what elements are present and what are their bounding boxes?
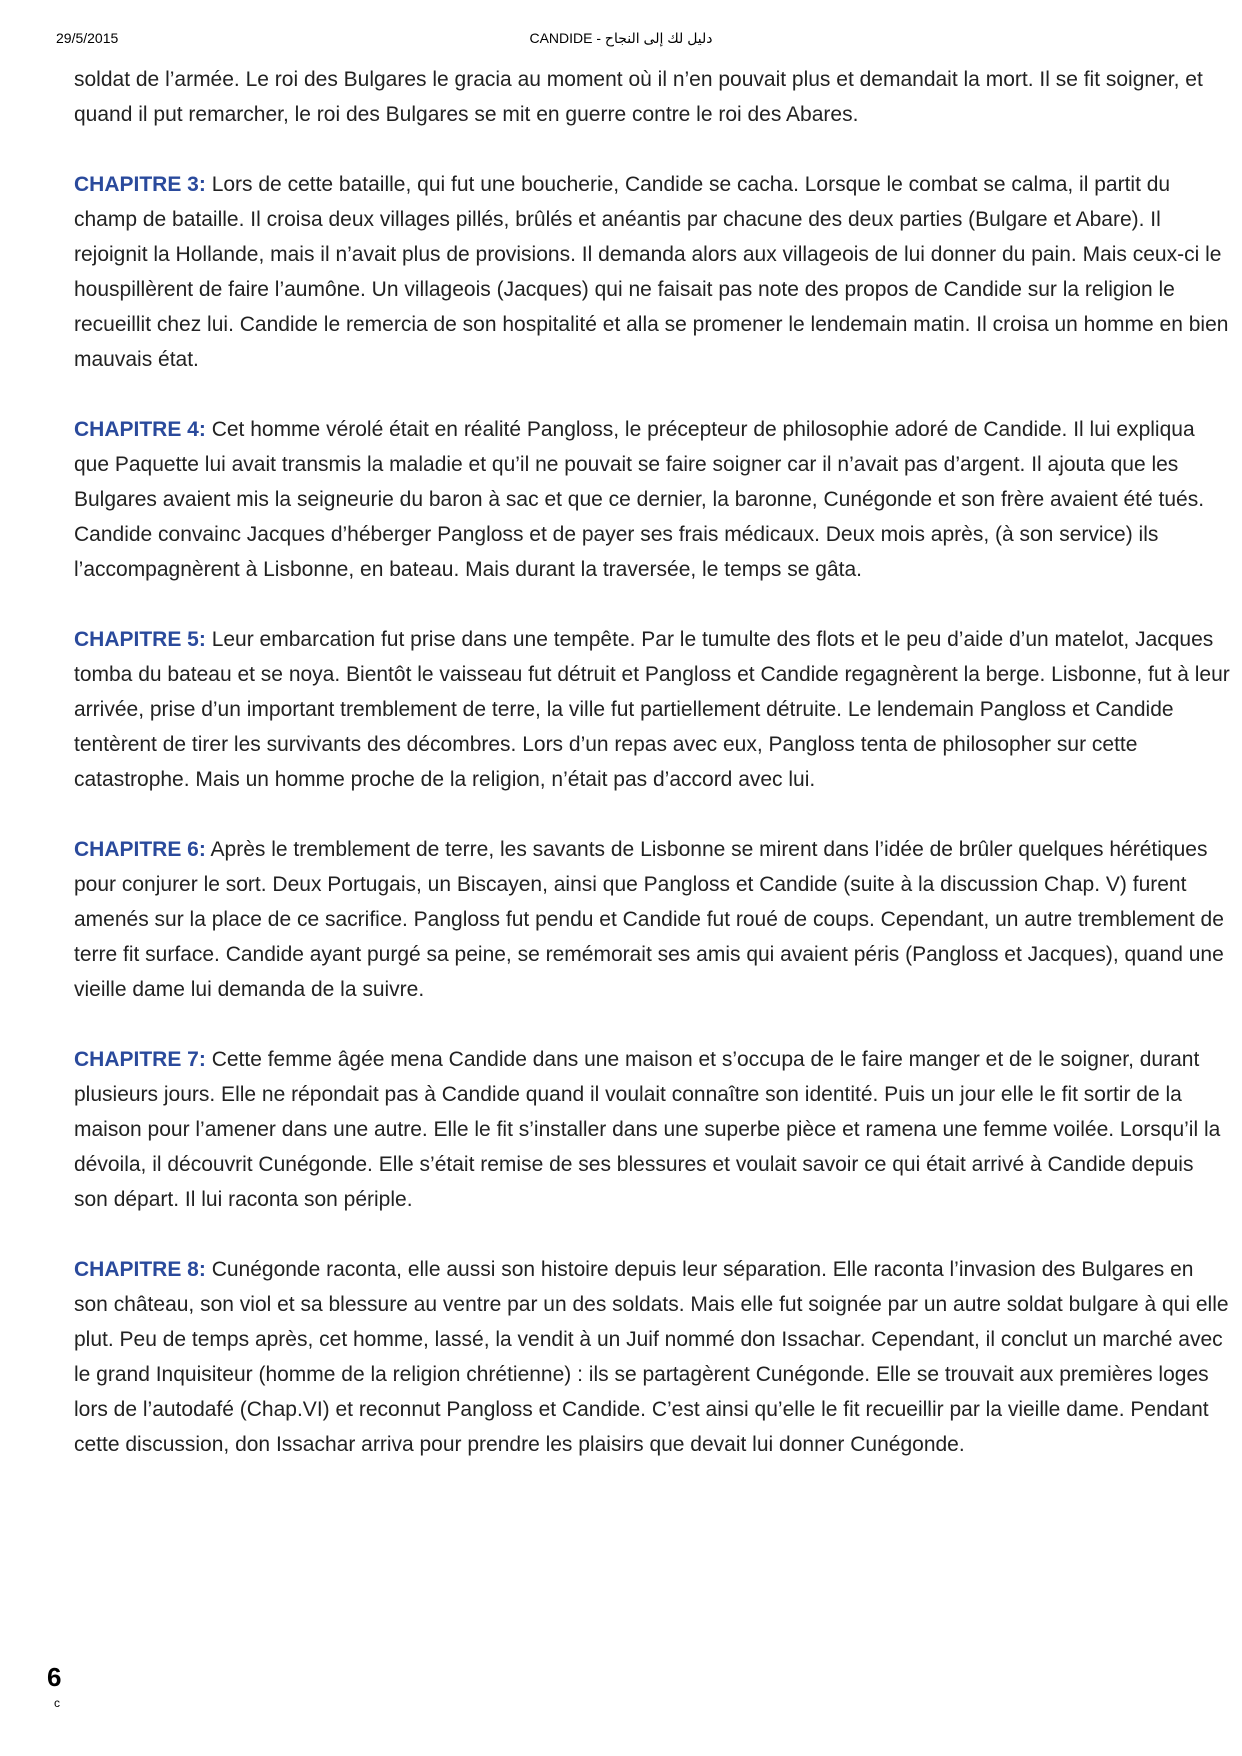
chapter-6-heading: CHAPITRE 6:	[74, 838, 206, 861]
chapter-6-text: Après le tremblement de terre, les savants de Lisbonne se mirent dans l’idée de brûler quelques hérétiques pour conjurer le sort. Deux Portugais, un Biscayen, ainsi que Pangloss et Candide (suite à la discussion Chap. V) furent amenés sur la place de ce sacrifice. Pangloss fut pendu et Candide fut roué de coups. Cependant, un autre tremblement de terre fit surface. Candide ayant purgé sa peine, se remémorait ses amis qui avaient péris (Pangloss et Jacques), quand une vieille dame lui demanda de la suivre.	[74, 838, 1224, 1001]
print-title: CANDIDE - دليل لك إلى النجاح	[529, 30, 713, 46]
print-header	[0, 30, 1242, 50]
page-number: 6	[47, 1662, 62, 1692]
chapter-8-paragraph	[74, 1252, 1230, 1462]
continuation-paragraph: soldat de l’armée. Le roi des Bulgares le gracia au moment où il n’en pouvait plus et demandait la mort. Il se fit soigner, et quand il put remarcher, le roi des Bulgares se mit en guerre contre le roi des Abares.	[74, 68, 1203, 126]
chapter-5-paragraph	[74, 622, 1230, 797]
chapter-3-text: Lors de cette bataille, qui fut une boucherie, Candide se cacha. Lorsque le combat se calma, il partit du champ de bataille. Il croisa deux villages pillés, brûlés et anéantis par chacune des deux parties (Bulgare et Abare). Il rejoignit la Hollande, mais il n’avait plus de provisions. Il demanda alors aux villageois de lui donner du pain. Mais ceux-ci le houspillèrent de faire l’aumône. Un villageois (Jacques) qui ne faisait pas note des propos de Candide sur la religion le recueillit chez lui. Candide le remercia de son hospitalité et alla se promener le lendemain matin. Il croisa un homme en bien mauvais état.	[74, 173, 1229, 371]
chapter-8-text: Cunégonde raconta, elle aussi son histoire depuis leur séparation. Elle raconta l’invasion des Bulgares en son château, son viol et sa blessure au ventre par un des soldats. Mais elle fut soignée par un autre soldat bulgare à qui elle plut. Peu de temps après, cet homme, lassé, la vendit à un Juif nommé don Issachar. Cependant, il conclut un marché avec le grand Inquisiteur (homme de la religion chrétienne) : ils se partagèrent Cunégonde. Elle se trouvait aux premières loges lors de l’autodafé (Chap.VI) et reconnut Pangloss et Candide. C’est ainsi qu’elle le fit recueillir par la vieille dame. Pendant cette discussion, don Issachar arriva pour prendre les plaisirs que devait lui donner Cunégonde.	[74, 1258, 1229, 1456]
chapter-5-heading: CHAPITRE 5:	[74, 628, 206, 651]
page-mark: c	[54, 1696, 60, 1710]
chapter-3-paragraph	[74, 167, 1230, 377]
chapter-4-text: Cet homme vérolé était en réalité Pangloss, le précepteur de philosophie adoré de Candide. Il lui expliqua que Paquette lui avait transmis la maladie et qu’il ne pouvait se faire soigner car il n’avait pas d’argent. Il ajouta que les Bulgares avaient mis la seigneurie du baron à sac et que ce dernier, la baronne, Cunégonde et son frère avaient été tués. Candide convainc Jacques d’héberger Pangloss et de payer ses frais médicaux. Deux mois après, (à son service) ils l’accompagnèrent à Lisbonne, en bateau. Mais durant la traversée, le temps se gâta.	[74, 418, 1205, 581]
document-body	[74, 62, 1230, 1497]
chapter-7-paragraph	[74, 1042, 1230, 1217]
chapter-4-heading: CHAPITRE 4:	[74, 418, 206, 441]
chapter-7-text: Cette femme âgée mena Candide dans une maison et s’occupa de le faire manger et de le soigner, durant plusieurs jours. Elle ne répondait pas à Candide quand il voulait connaître son identité. Puis un jour elle le fit sortir de la maison pour l’amener dans une autre. Elle le fit s’installer dans une superbe pièce et ramena une femme voilée. Lorsqu’il la dévoila, il découvrit Cunégonde. Elle s’était remise de ses blessures et voulait savoir ce qui était arrivé à Candide depuis son départ. Il lui raconta son périple.	[74, 1048, 1221, 1211]
chapter-6-paragraph	[74, 832, 1230, 1007]
chapter-5-text: Leur embarcation fut prise dans une tempête. Par le tumulte des flots et le peu d’aide d’un matelot, Jacques tomba du bateau et se noya. Bientôt le vaisseau fut détruit et Pangloss et Candide regagnèrent la berge. Lisbonne, fut à leur arrivée, prise d’un important tremblement de terre, la ville fut partiellement détruite. Le lendemain Pangloss et Candide tentèrent de tirer les survivants des décombres. Lors d’un repas avec eux, Pangloss tenta de philosopher sur cette catastrophe. Mais un homme proche de la religion, n’était pas d’accord avec lui.	[74, 628, 1230, 791]
chapter-8-heading: CHAPITRE 8:	[74, 1258, 206, 1281]
chapter-4-paragraph	[74, 412, 1230, 587]
chapter-3-heading: CHAPITRE 3:	[74, 173, 206, 196]
print-date: 29/5/2015	[56, 30, 119, 46]
chapter-7-heading: CHAPITRE 7:	[74, 1048, 206, 1071]
